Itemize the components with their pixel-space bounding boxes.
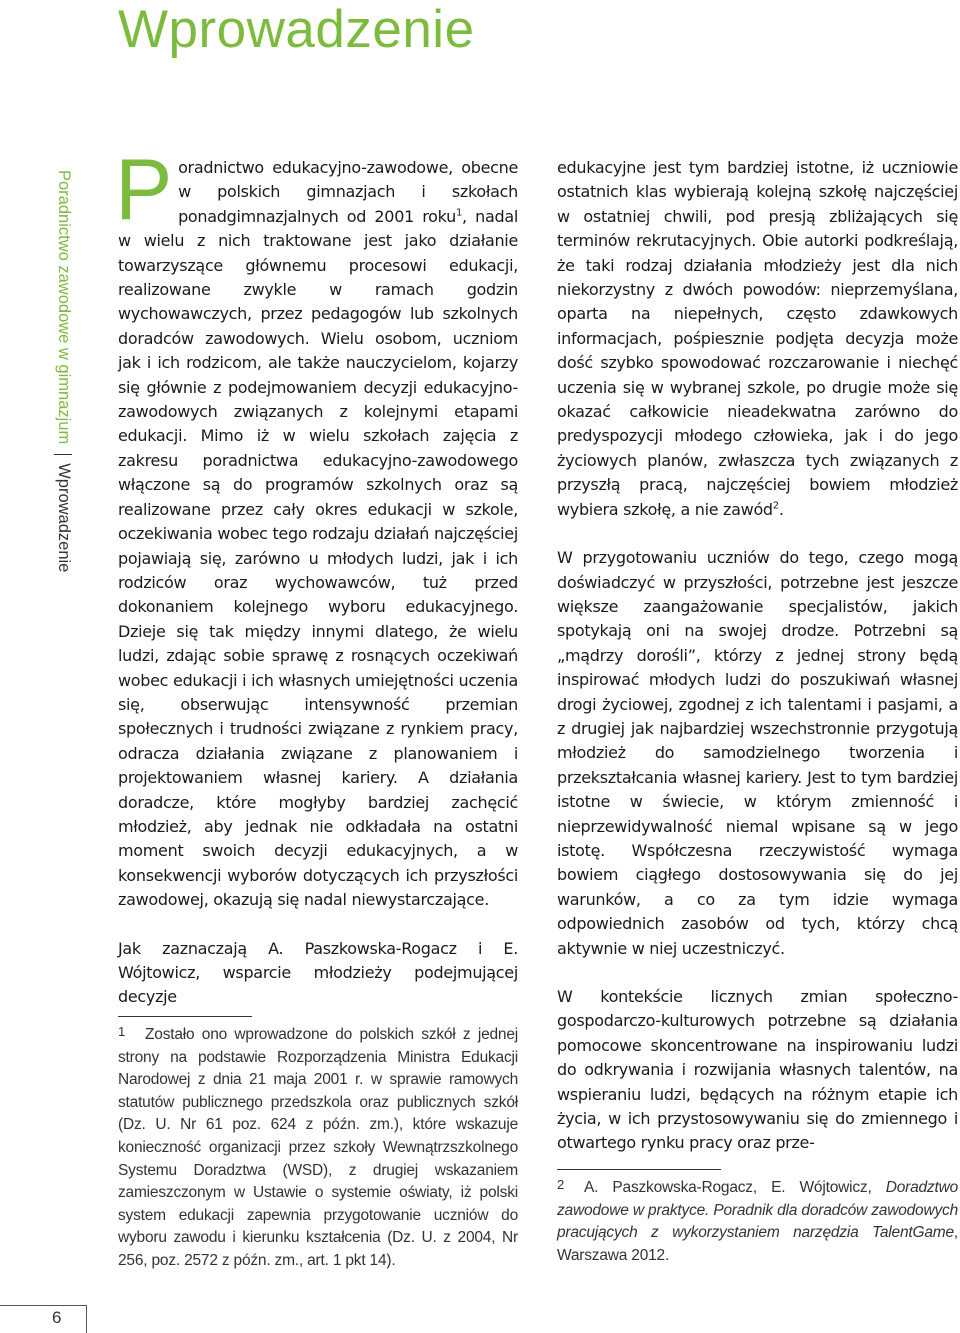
footnote-rule [557, 1169, 721, 1170]
footnote: 1 Zostało ono wprowadzone do polskich szkół z jednej strony na podstawie Rozporządzenia Ministra Edukacji Narodowej z dnia 21 maja 2001 r. w sprawie ramowych statutów publicznego przedszkola oraz publicznych szkół (Dz. U. Nr 61 poz. 624 z późn. zm.), które wskazuje konieczność organizacji przez szkoły Wewnątrzszkolnego Systemu Doradztwa (WSD), z drugiej wskazaniem zamieszczonym w Ustawie o systemie oświaty, iż polski system edukacji zapewnia przygotowanie uczniów do wyboru zawodu i kierunku kształcenia (Dz. U. z 2004, Nr 256, poz. 2572 z późn. zm., art. 1 pkt 14). [118, 1021, 518, 1273]
footnote-ref: 2 [772, 500, 779, 512]
footnote: 2 A. Paszkowska-Rogacz, E. Wójtowicz, Doradztwo zawodowe w praktyce. Poradnik dla doradców zawodowych pracujących z wykorzystaniem narzędzia TalentGame, Warszawa 2012. [557, 1174, 958, 1267]
header-separator [54, 454, 72, 455]
book-title: Doradztwo zawodowe w praktyce. Poradnik dla doradców zawodowych pracujących z wykorzystaniem narzędzia TalentGame [557, 1179, 958, 1242]
drop-cap: P [115, 142, 173, 238]
paragraph: W kontekście licznych zmian społeczno-gospodarczo-kulturowych potrzebne są działania pomocowe skoncentrowane na inspirowaniu ludzi do odkrywania i rozwijania własnych talentów, na wspieraniu ludzi, będących na różnym etapie ich życia, w ich przystosowywaniu się do zmiennego i otwartego rynku pracy oraz prze- [557, 987, 958, 1153]
paragraph: W przygotowaniu uczniów do tego, czego mogą doświadczyć w przyszłości, potrzebne jest jeszcze większe zaangażowanie specjalistów, jakich spotykają oni na swojej drodze. Potrzebni są „mądrzy dorośli”, którzy z jednej strony będą inspirować młodych ludzi do poszukiwań własnej drogi życiowej, zgodnej z ich talentami i pasjami, a z drugiej jak najbardziej wszechstronnie przygotują młodzież do samodzielnego tworzenia i przekształcania własnej kariery. Jest to tym bardziej istotne w świecie, w którym zmienność i nieprzewidywalność niemal wpisane są w jego istotę. Współczesna rzeczywistość wymaga bowiem ciągłego dostosowywania się do jej warunków, a co za tym idzie wymaga odpowiednich zasobów od tych, którzy chcą aktywnie w niej uczestniczyć. [557, 548, 958, 958]
right-column [557, 156, 958, 1156]
footnote-rule [118, 1016, 252, 1017]
page-number-rule [0, 1305, 86, 1306]
section-title: Wprowadzenie [55, 463, 73, 573]
paragraph: Jak zaznaczają A. Paszkowska-Rogacz i E. Wójtowicz, wsparcie młodzieży podejmującej decyzje [118, 938, 518, 1007]
publication-title: Poradnictwo zawodowe w gimnazjum [55, 170, 73, 445]
paragraph: Poradnictwo edukacyjno-zawodowe, obecne w polskich gimnazjach i szkołach ponadgimnazjalnych od 2001 roku$^1$, nadal w wielu z nich traktowane jest jako działanie towarzyszące głównemu procesowi edukacji, realizowane zwykle w ramach godzin wychowawczych, przez pedagogów lub szkolnych doradców zawodowych. Wielu osobom, uczniom jak i ich rodzicom, ale także nauczycielom, kojarzy się głównie z podejmowaniem decyzji edukacyjno-zawodowych związanych z kolejnymi etapami edukacji. Mimo iż w wielu szkołach zajęcia z zakresu poradnictwa edukacyjno-zawodowego włączone są do programów szkolnych oraz są realizowane przez cały okres edukacji w szkole, oczekiwania wobec tego rodzaju działań najczęściej pojawiają się, zarówno u młodych ludzi, jak i ich rodziców oraz wychowawców, tuż przed dokonaniem kolejnego wyboru edukacyjnego. Dzieje się tak między innymi dlatego, że wielu ludzi, zdając sobie sprawę z rosnących oczekiwań wobec edukacji i ich własnych umiejętności uczenia się, obserwując intensywność przemian społecznych i trudności związane z rynkiem pracy, odracza działania związane z planowaniem i projektowaniem własnej kariery. A działania doradcze, które mogłyby bardziej zachęcić młodzież, aby jednak nie odkładała na ostatni moment swoich decyzji edukacyjnych, a w konsekwencji wyborów dotyczących ich przyszłości zawodowej, okazują się nadal niewystarczające. [115, 142, 518, 910]
left-column [115, 142, 518, 1010]
page-title: Wprowadzenie [118, 0, 475, 59]
page-number: 6 [52, 1308, 62, 1327]
footnote-ref: 1 [455, 207, 463, 219]
running-header-vertical [53, 170, 81, 600]
footnote-number: 2 [557, 1177, 565, 1192]
paragraph: edukacyjne jest tym bardziej istotne, iż uczniowie ostatnich klas wybierają kolejną szkołę najczęściej w ostatniej chwili, pod presją zbliżających się terminów rekrutacyjnych. Obie autorki podkreślają, że taki rodzaj działania młodzieży jest dla nich niekorzystny z dwóch powodów: nieprzemyślana, oparta na niepełnych, często zdawkowych informacjach, pośpiesznie podjęta decyzja może dość szybko spowodować rozczarowanie i niechęć uczenia się w wybranej szkole, po drugie może się okazać całkowicie nieadekwatna zarówno do predyspozycji młodego człowieka, jak i do jego życiowych planów, zwłaszcza tych związanych z przyszłą pracą, najczęściej bowiem młodzież wybiera szkołę, a nie zawód$^2$. [557, 158, 958, 519]
footnote-number: 1 [118, 1024, 126, 1039]
page-number-divider [86, 1305, 87, 1333]
